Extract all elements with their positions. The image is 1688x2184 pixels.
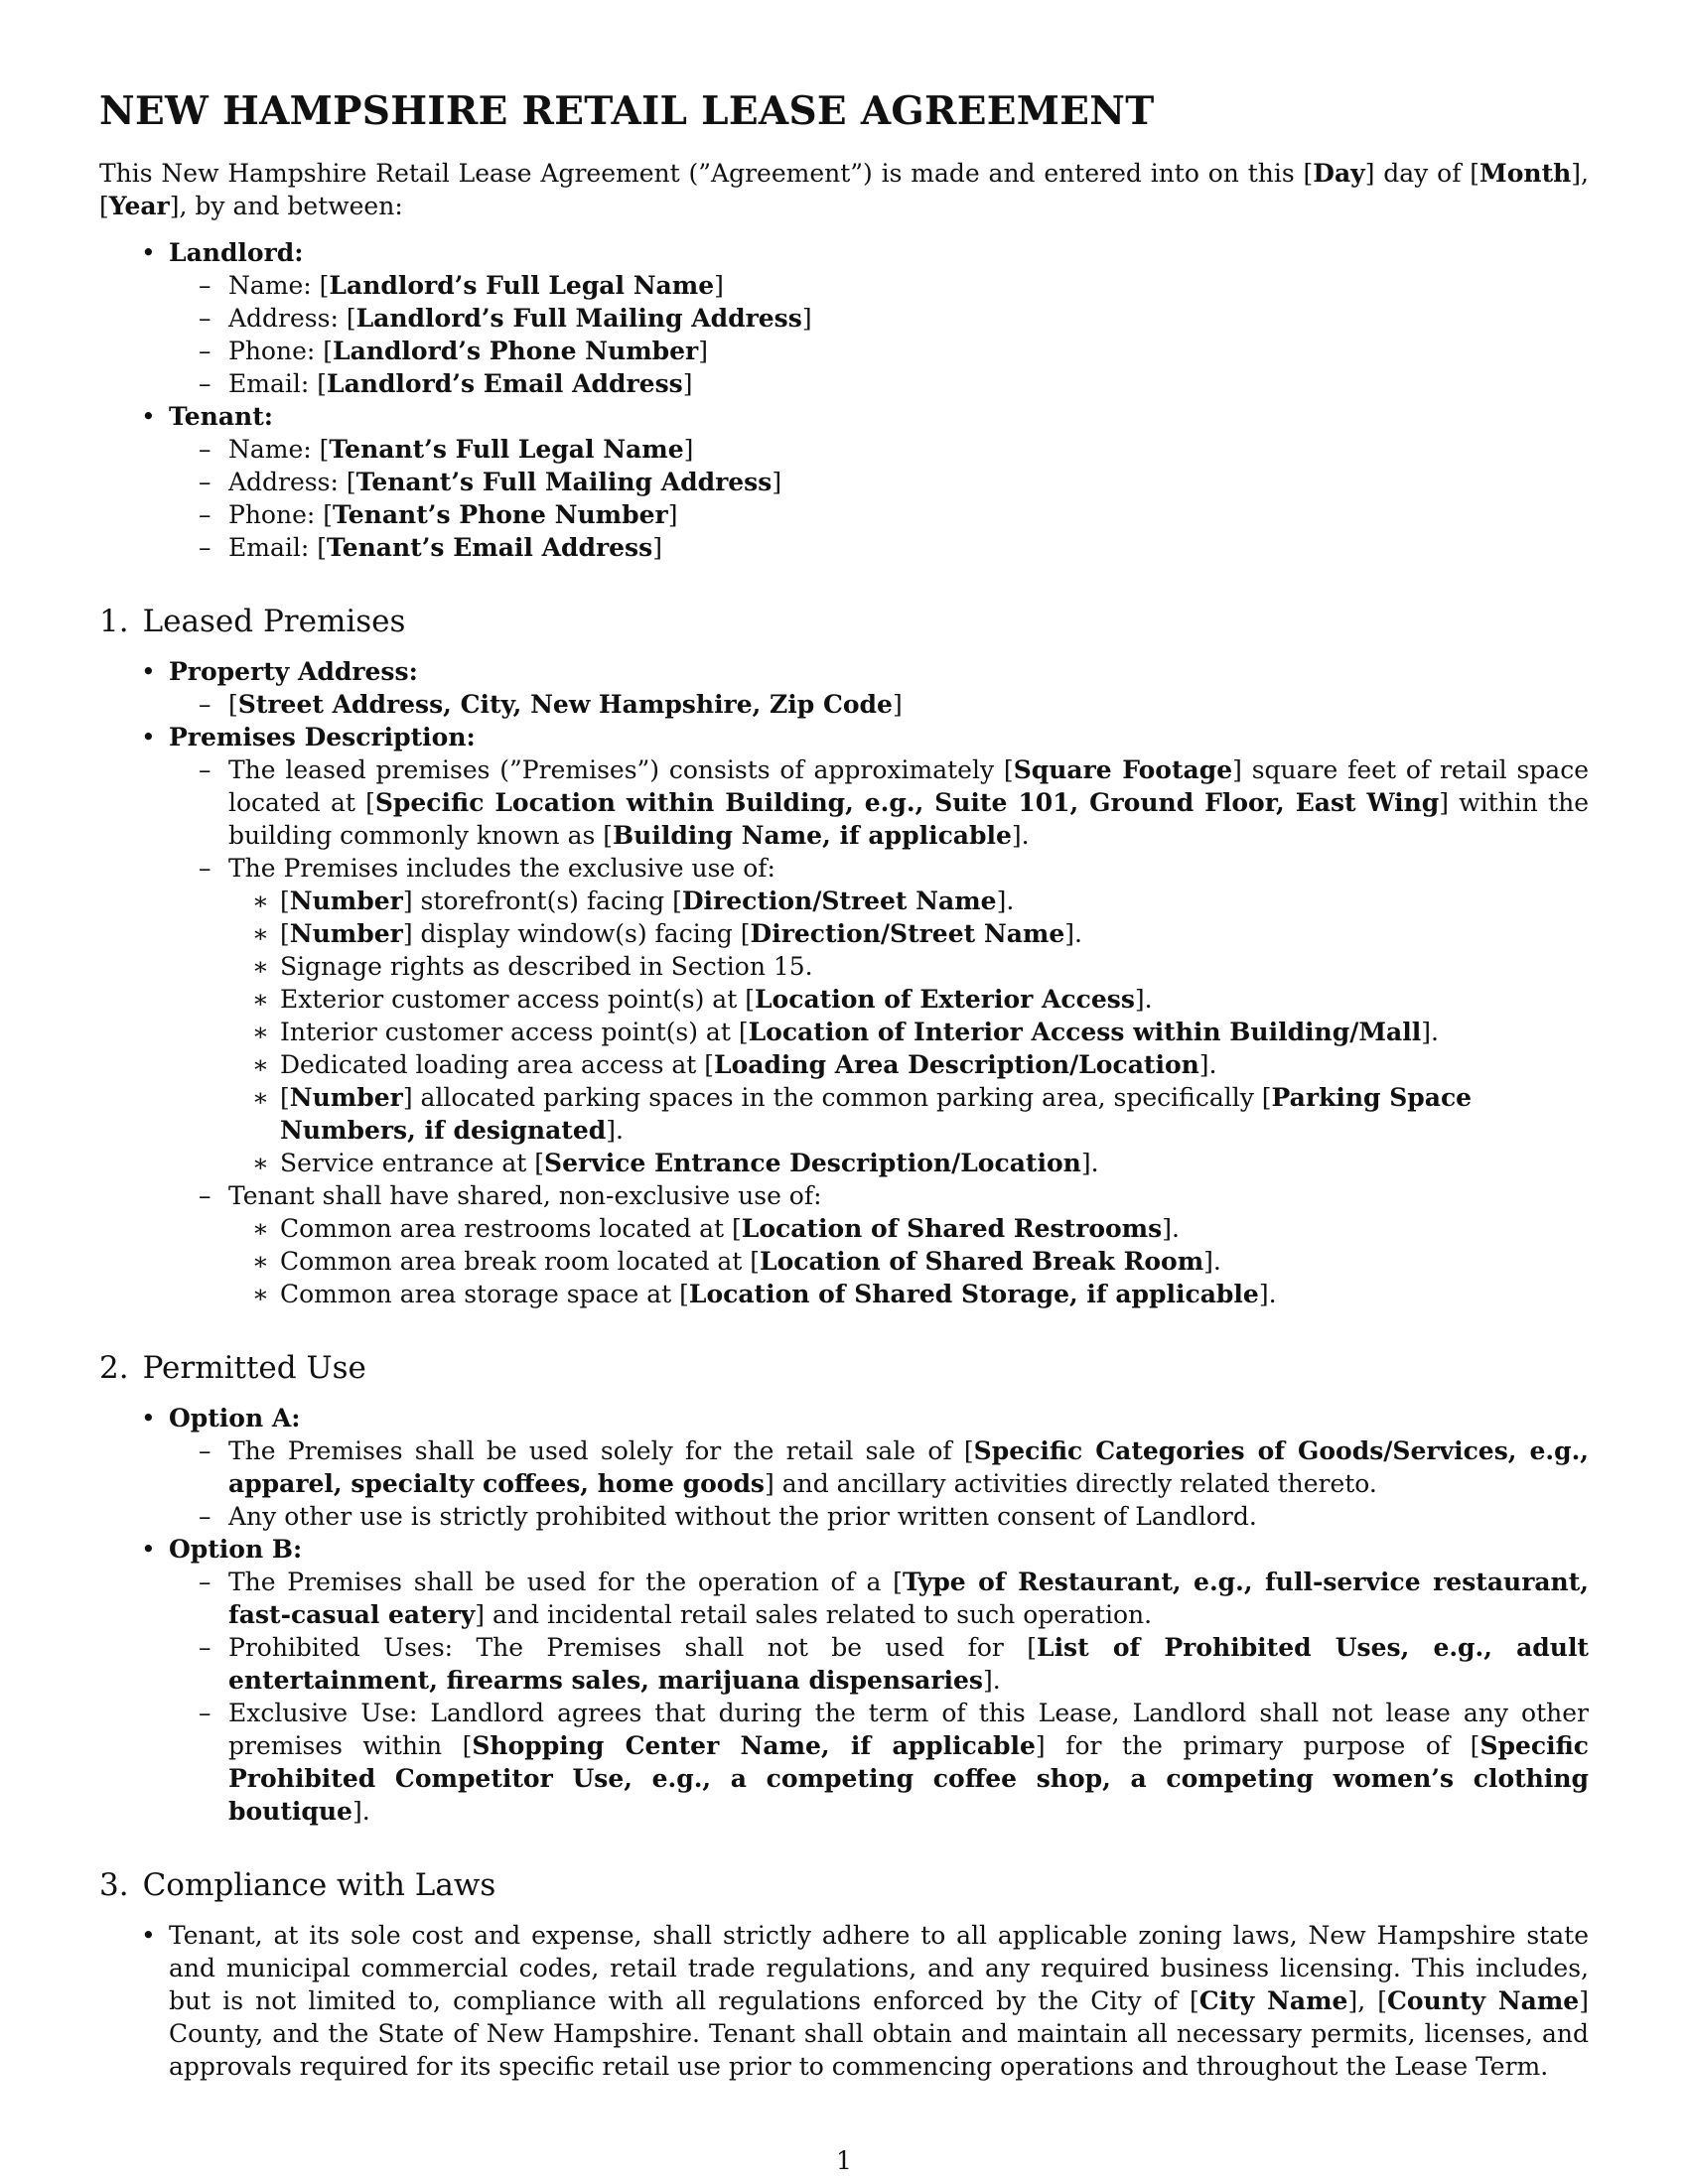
property-address-value: – [Street Address, City, New Hampshire, Zip Code] bbox=[228, 688, 1589, 721]
option-a-restriction: – Any other use is strictly prohibited without the prior written consent of Landlord. bbox=[228, 1500, 1589, 1533]
document-page bbox=[99, 87, 1589, 2083]
option-b-item: • Option B: – The Premises shall be used for the operation of a [Type of Restaurant, e.g., full-service restaurant, fast-casual eatery] and incidental retail sales related to such operation. – Prohibited Uses: The Premises shall not be used for [List of Prohibited Uses, e.g., adult entertainment, firearms sales, marijuana dispensaries]. – Exclusive Use: Landlord agrees that during the term of this Lease, Landlord shall not lease any other premises within [Shopping Center Name, if applicable] for the primary purpose of [Specific Prohibited Competitor Use, e.g., a competing coffee shop, a competing women’s clothing boutique]. bbox=[169, 1533, 1589, 1828]
parties-list bbox=[99, 236, 1589, 564]
landlord-phone: – Phone: [Landlord’s Phone Number] bbox=[228, 335, 1589, 367]
landlord-email: – Email: [Landlord’s Email Address] bbox=[228, 367, 1589, 400]
document-title: NEW HAMPSHIRE RETAIL LEASE AGREEMENT bbox=[99, 88, 1155, 134]
list-item: ∗ [Number] display window(s) facing [Direction/Street Name]. bbox=[280, 917, 1589, 950]
section-2-heading: 2. Permitted Use bbox=[99, 1350, 366, 1386]
list-item: ∗ Common area break room located at [Location of Shared Break Room]. bbox=[280, 1245, 1589, 1278]
list-item: ∗ Interior customer access point(s) at [Location of Interior Access within Building/Mall]. bbox=[280, 1016, 1589, 1048]
tenant-address: – Address: [Tenant’s Full Mailing Address] bbox=[228, 466, 1589, 498]
list-item: ∗ Exterior customer access point(s) at [Location of Exterior Access]. bbox=[280, 983, 1589, 1016]
intro-paragraph: This New Hampshire Retail Lease Agreement (”Agreement”) is made and entered into on this [Day] day of [Month], [Year], by and between: bbox=[99, 159, 1589, 220]
list-item: ∗ Service entrance at [Service Entrance Description/Location]. bbox=[280, 1147, 1589, 1179]
option-b-use: – The Premises shall be used for the operation of a [Type of Restaurant, e.g., full-service restaurant, fast-casual eatery] and incidental retail sales related to such operation. bbox=[228, 1566, 1589, 1631]
list-item: ∗ Common area restrooms located at [Location of Shared Restrooms]. bbox=[280, 1212, 1589, 1245]
option-b-exclusive: – Exclusive Use: Landlord agrees that during the term of this Lease, Landlord shall not lease any other premises within [Shopping Center Name, if applicable] for the primary purpose of [Specific Prohibited Competitor Use, e.g., a competing coffee shop, a competing women’s clothing boutique]. bbox=[228, 1697, 1589, 1828]
list-item: ∗ [Number] allocated parking spaces in the common parking area, specifically [Parking Space Numbers, if designated]. bbox=[280, 1081, 1589, 1147]
page-number: 1 bbox=[836, 2146, 852, 2175]
compliance-paragraph: • Tenant, at its sole cost and expense, shall strictly adhere to all applicable zoning laws, New Hampshire state and municipal commercial codes, retail trade regulations, and any required business licensing. This includes, but is not limited to, compliance with all regulations enforced by the City of [City Name], [County Name] County, and the State of New Hampshire. Tenant shall obtain and maintain all necessary permits, licenses, and approvals required for its specific retail use prior to commencing operations and throughout the Lease Term. bbox=[169, 1919, 1589, 2083]
landlord-name: – Name: [Landlord’s Full Legal Name] bbox=[228, 269, 1589, 302]
section-1-heading: 1. Leased Premises bbox=[99, 604, 406, 639]
option-b-prohibited: – Prohibited Uses: The Premises shall not be used for [List of Prohibited Uses, e.g., adult entertainment, firearms sales, marijuana dispensaries]. bbox=[228, 1631, 1589, 1697]
landlord-block: • Landlord: – Name: [Landlord’s Full Legal Name] – Address: [Landlord’s Full Mailing Address] – Phone: [Landlord’s Phone Number] – Email: [Landlord’s Email Address] bbox=[169, 236, 1589, 400]
premises-description-text: – The leased premises (”Premises”) consists of approximately [Square Footage] square feet of retail space located at [Specific Location within Building, e.g., Suite 101, Ground Floor, East Wing] within the building commonly known as [Building Name, if applicable]. bbox=[228, 753, 1589, 852]
landlord-address: – Address: [Landlord’s Full Mailing Address] bbox=[228, 302, 1589, 335]
list-item: ∗ [Number] storefront(s) facing [Direction/Street Name]. bbox=[280, 885, 1589, 917]
option-a-item: • Option A: – The Premises shall be used solely for the retail sale of [Specific Categories of Goods/Services, e.g., apparel, specialty coffees, home goods] and ancillary activities directly related thereto. – Any other use is strictly prohibited without the prior written consent of Landlord. bbox=[169, 1402, 1589, 1533]
section-3-heading: 3. Compliance with Laws bbox=[99, 1867, 496, 1903]
list-item: ∗ Dedicated loading area access at [Loading Area Description/Location]. bbox=[280, 1048, 1589, 1081]
list-item: ∗ Signage rights as described in Section 15. bbox=[280, 950, 1589, 983]
section-1-list bbox=[99, 655, 1589, 1310]
property-address-item: • Property Address: – [Street Address, City, New Hampshire, Zip Code] bbox=[169, 655, 1589, 721]
tenant-name: – Name: [Tenant’s Full Legal Name] bbox=[228, 433, 1589, 466]
shared-use-item: – Tenant shall have shared, non-exclusive use of: ∗ Common area restrooms located at [Location of Shared Restrooms]. ∗ Common area break room located at [Location of Shared Break Room]. ∗ Common area storage space at [Location of Shared Storage, if applicable]. bbox=[228, 1179, 1589, 1310]
section-2-list bbox=[99, 1402, 1589, 1828]
exclusive-use-item: – The Premises includes the exclusive use of: ∗ [Number] storefront(s) facing [Direction/Street Name]. ∗ [Number] display window(s) facing [Direction/Street Name]. ∗ Signage rights as described in Section 15. ∗ Exterior customer access point(s) at [Location of Exterior Access]. ∗ Interior customer access point(s) at [Location of Interior Access within Building/Mall]. ∗ Dedicated loading area access at [Loading Area Description/Location]. ∗ [Number] allocated parking spaces in the common parking area, specifically [Parking Space Numbers, if designated]. ∗ Service entrance at [Service Entrance Description/Location]. bbox=[228, 852, 1589, 1179]
tenant-email: – Email: [Tenant’s Email Address] bbox=[228, 531, 1589, 564]
list-item: ∗ Common area storage space at [Location of Shared Storage, if applicable]. bbox=[280, 1278, 1589, 1310]
tenant-block: • Tenant: – Name: [Tenant’s Full Legal Name] – Address: [Tenant’s Full Mailing Address] – Phone: [Tenant’s Phone Number] – Email: [Tenant’s Email Address] bbox=[169, 400, 1589, 564]
section-3-list bbox=[99, 1919, 1589, 2083]
premises-description-item: • Premises Description: – The leased premises (”Premises”) consists of approximately [Square Footage] square feet of retail space located at [Specific Location within Building, e.g., Suite 101, Ground Floor, East Wing] within the building commonly known as [Building Name, if applicable]. – The Premises includes the exclusive use of: ∗ [Number] storefront(s) facing [Direction/Street Name]. ∗ [Number] display window(s) facing [Direction/Street Name]. ∗ Signage rights as described in Section 15. ∗ Exterior customer access point(s) at [Location of Exterior Access]. ∗ Interior customer access point(s) at [Location of Interior Access within Building/Mall]. ∗ Dedicated loading area access at [Loading Area Description/Location]. ∗ [Number] allocated parking spaces in the common parking area, specifically [Parking Space Numbers, if designated]. ∗ Service entrance at [Service Entrance Description/Location]. – Tenant shall have shared, non-exclusive use of: ∗ Common area restrooms located at [Location of Shared Restrooms]. ∗ Common area break room located at [Location of Shared Break Room]. ∗ Common area storage space at [Location of Shared Storage, if applicable]. bbox=[169, 721, 1589, 1310]
tenant-phone: – Phone: [Tenant’s Phone Number] bbox=[228, 498, 1589, 531]
option-a-use: – The Premises shall be used solely for the retail sale of [Specific Categories of Goods/Services, e.g., apparel, specialty coffees, home goods] and ancillary activities directly related thereto. bbox=[228, 1434, 1589, 1500]
